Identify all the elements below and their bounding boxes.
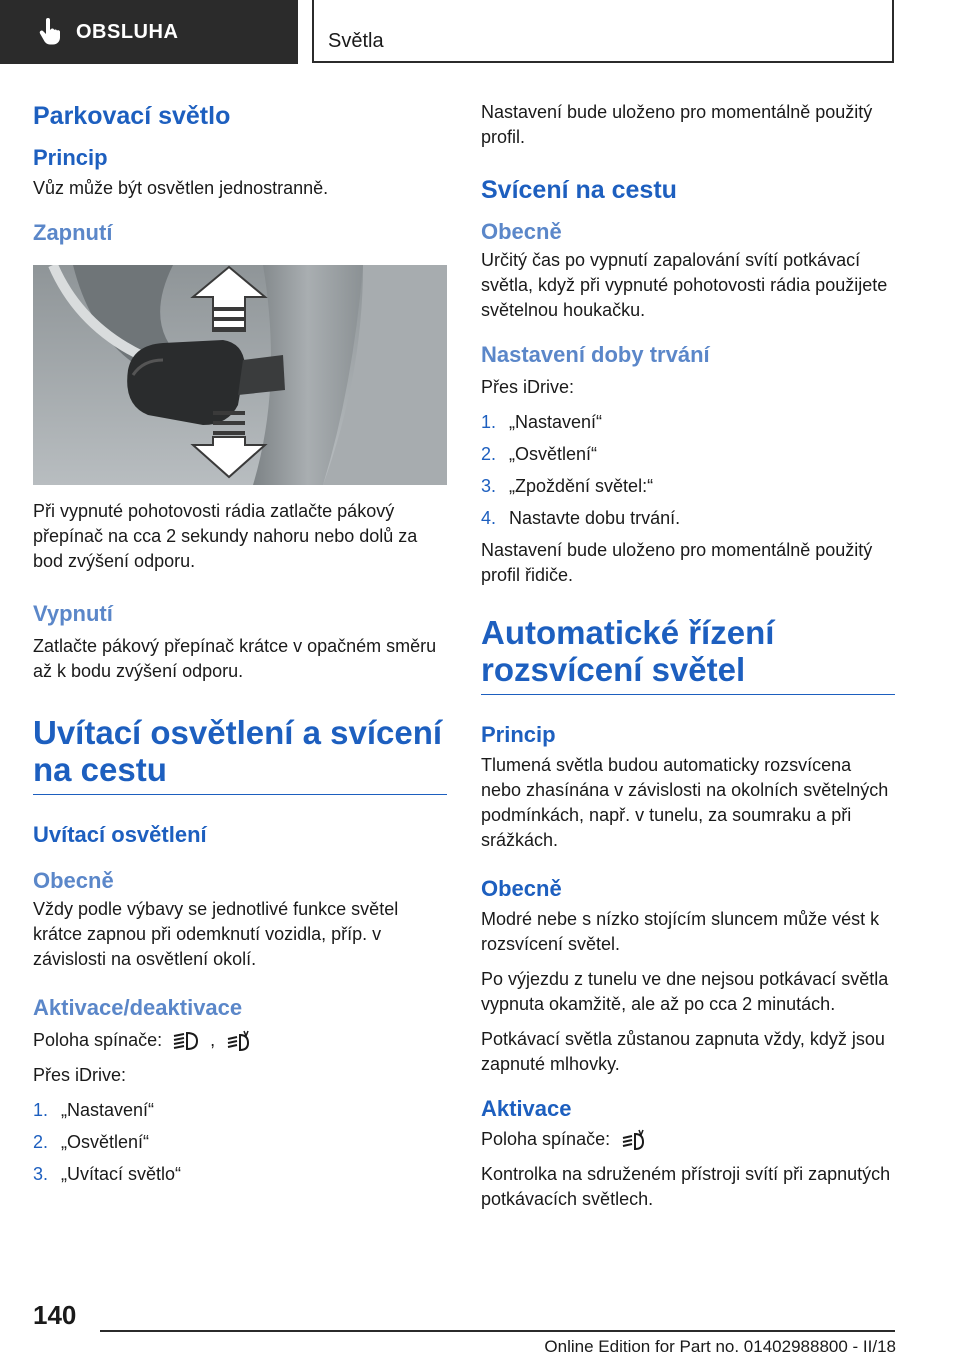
idrive-label: Přes iDrive: bbox=[33, 1065, 127, 1085]
section-title: OBSLUHA bbox=[76, 20, 179, 43]
hand-icon bbox=[38, 18, 62, 46]
text-indicator: Kontrolka na sdruženém přístroji svítí při zapnutých potkávacích světlech. bbox=[481, 1164, 891, 1209]
switch-separator: , bbox=[210, 1030, 216, 1050]
switch-label: Poloha spínače: bbox=[481, 1129, 611, 1149]
text-general: Vždy podle výbavy se jednotlivé funkce světel krátce zapnou při odemknutí vozidla, příp. v závislosti na osvětlení okolí. bbox=[33, 899, 399, 969]
heading-general: Obecně bbox=[481, 876, 562, 901]
left-column bbox=[33, 100, 447, 1194]
heading-automatic-lighting: Automatické řízení rozsvícení světel bbox=[481, 614, 895, 695]
list-item: 2. „Osvětlení“ bbox=[481, 444, 598, 464]
chapter-header bbox=[312, 0, 894, 63]
text-general-a: Modré nebe s nízko stojícím sluncem může vést k rozsvícení světel. bbox=[481, 909, 880, 954]
right-column bbox=[481, 100, 895, 1222]
heading-switch-off: Vypnutí bbox=[33, 601, 113, 626]
section-tab bbox=[0, 0, 298, 64]
heading-principle: Princip bbox=[33, 145, 108, 170]
welcome-steps bbox=[33, 1098, 447, 1187]
switch-position-line bbox=[33, 1028, 447, 1053]
heading-general: Obecně bbox=[481, 219, 562, 244]
list-item: 3. „Zpoždění světel:“ bbox=[481, 476, 654, 496]
text-general: Určitý čas po vypnutí zapalování svítí potkávací světla, když při vypnuté pohotovosti rádia použijete světelnou houkačku. bbox=[481, 250, 888, 320]
heading-activation: Aktivace bbox=[481, 1096, 572, 1121]
heading-activation: Aktivace/deaktivace bbox=[33, 995, 243, 1020]
text-principle: Vůz může být osvětlen jednostranně. bbox=[33, 178, 329, 198]
heading-general: Obecně bbox=[33, 868, 114, 893]
idrive-label: Přes iDrive: bbox=[481, 377, 575, 397]
switch-label: Poloha spínače: bbox=[33, 1030, 163, 1050]
lever-illustration bbox=[33, 265, 447, 485]
text-switch-on: Při vypnuté pohotovosti rádia zatlačte pákový přepínač na cca 2 sekundy nahoru nebo dolů za bod zvýšení odporu. bbox=[33, 501, 418, 571]
heading-welcome-light: Uvítací osvětlení bbox=[33, 822, 207, 847]
list-item: 3. „Uvítací světlo“ bbox=[33, 1164, 182, 1184]
text-general-c: Potkávací světla zůstanou zapnuta vždy, když jsou zapnuté mlhovky. bbox=[481, 1029, 885, 1074]
list-item: 4. Nastavte dobu trvání. bbox=[481, 508, 681, 528]
heading-principle: Princip bbox=[481, 722, 556, 747]
edition-label: Online Edition for Part no. 01402988800 - II/18 bbox=[544, 1337, 896, 1356]
automatic-light-icon bbox=[619, 1129, 649, 1151]
text-saved-driver-profile: Nastavení bude uloženo pro momentálně použitý profil řidiče. bbox=[481, 540, 873, 585]
list-item: 1. „Nastavení“ bbox=[33, 1100, 155, 1120]
list-item: 2. „Osvětlení“ bbox=[33, 1132, 150, 1152]
heading-parking-light: Parkovací světlo bbox=[33, 102, 231, 130]
lever-photo bbox=[33, 265, 447, 485]
low-beam-auto-icon bbox=[171, 1030, 201, 1052]
text-switch-off: Zatlačte pákový přepínač krátce v opačném směru až k bodu zvýšení odporu. bbox=[33, 636, 437, 681]
heading-switch-on: Zapnutí bbox=[33, 220, 113, 245]
chapter-title: Světla bbox=[328, 30, 384, 52]
list-item: 1. „Nastavení“ bbox=[481, 412, 603, 432]
heading-road-lighting: Svícení na cestu bbox=[481, 176, 677, 204]
switch-position-line bbox=[481, 1127, 895, 1152]
text-saved-profile: Nastavení bude uloženo pro momentálně použitý profil. bbox=[481, 102, 873, 147]
text-principle: Tlumená světla budou automaticky rozsvícena nebo zhasínána v závislosti na okolních světelných podmínkách, např. v tunelu, za soumraku a při srážkách. bbox=[481, 755, 889, 850]
heading-welcome-and-road: Uvítací osvětlení a svícení na cestu bbox=[33, 714, 447, 795]
text-general-b: Po výjezdu z tunelu ve dne nejsou potkávací světla vypnuta okamžitě, ale až po cca 2 minutách. bbox=[481, 969, 889, 1014]
page-number: 140 bbox=[33, 1300, 77, 1330]
automatic-light-icon bbox=[224, 1030, 254, 1052]
duration-steps bbox=[481, 410, 895, 531]
heading-duration: Nastavení doby trvání bbox=[481, 342, 710, 367]
footer-divider bbox=[100, 1330, 895, 1332]
